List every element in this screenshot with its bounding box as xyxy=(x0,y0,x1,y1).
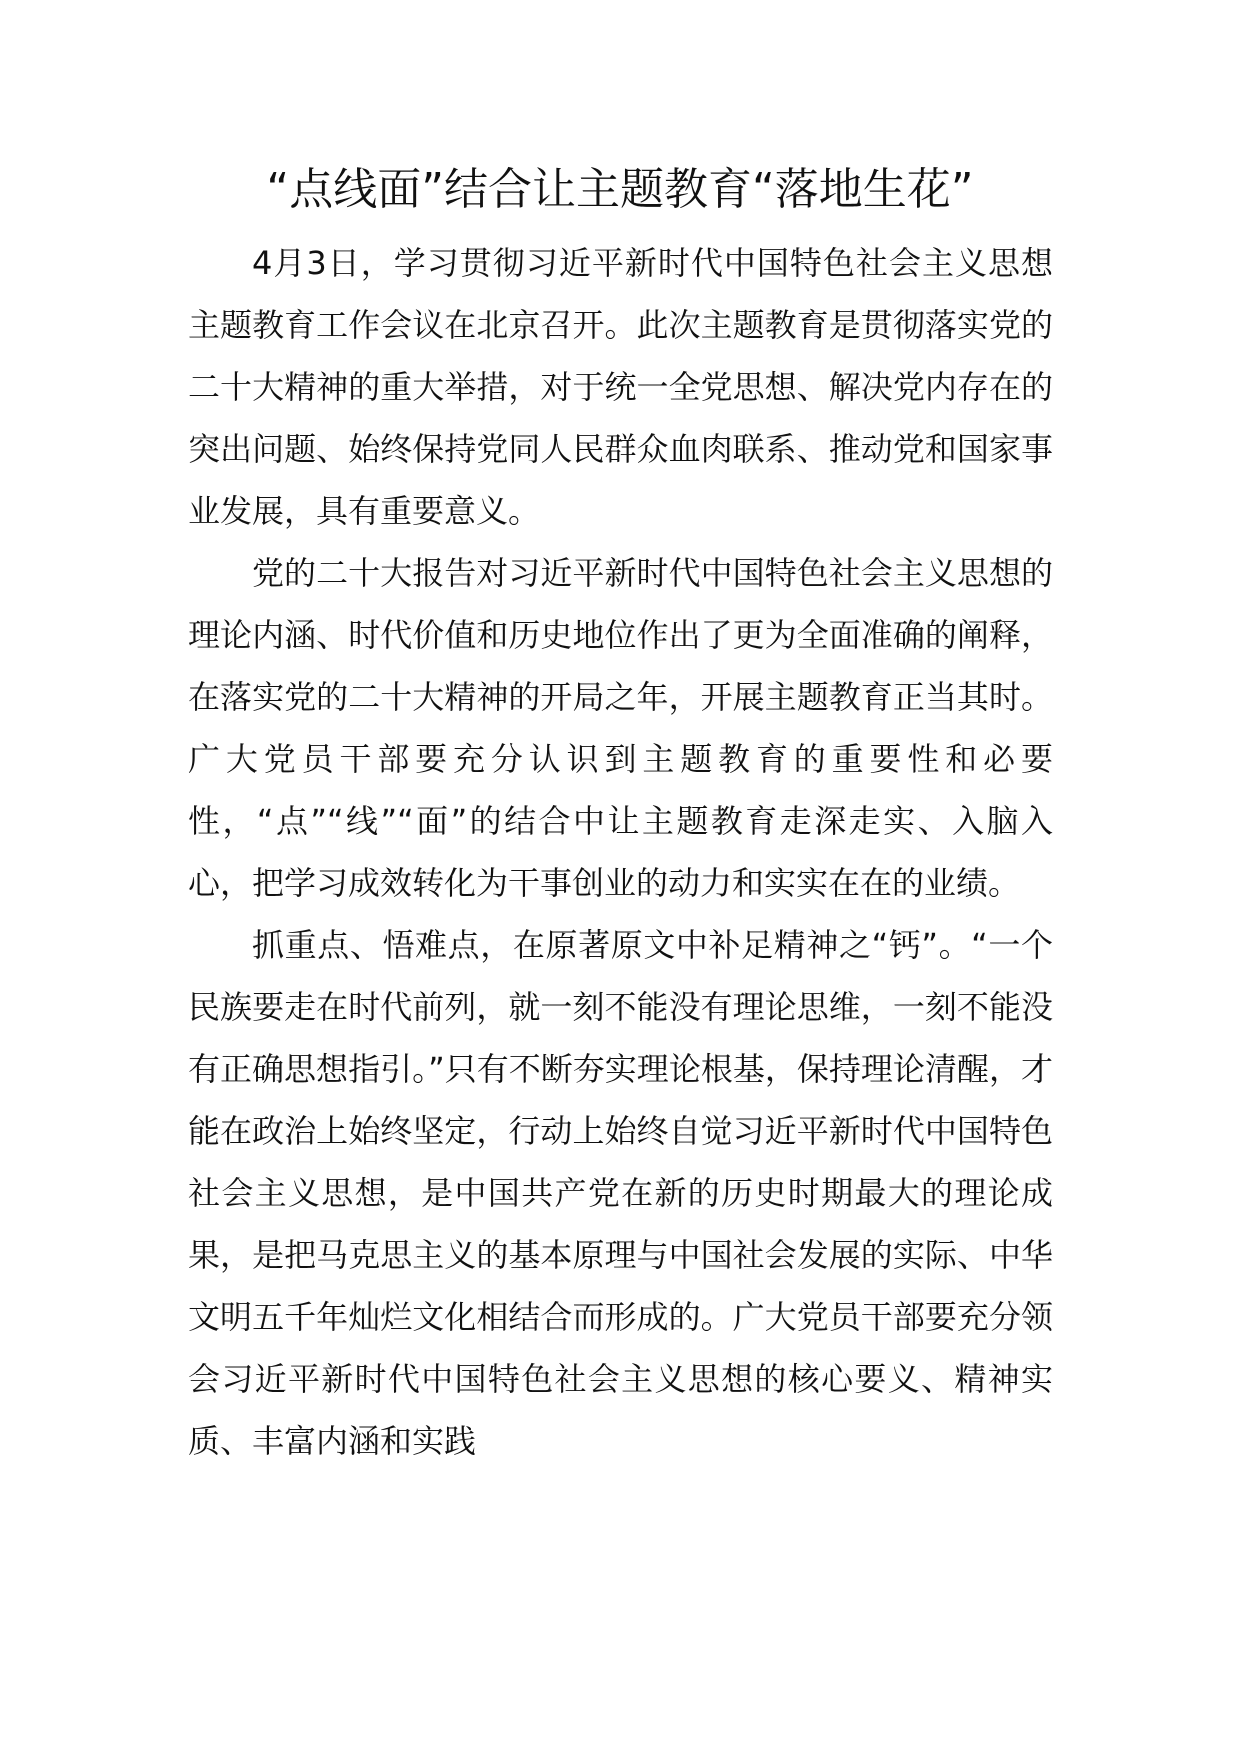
paragraph: 4月3日，学习贯彻习近平新时代中国特色社会主义思想主题教育工作会议在北京召开。此次主题教育是贯彻落实党的二十大精神的重大举措，对于统一全党思想、解决党内存在的突出问题、始终保持党同人民群众血肉联系、推动党和国家事业发展，具有重要意义。 xyxy=(188,244,1053,530)
document-title: “点线面”结合让主题教育“落地生花” xyxy=(266,164,974,215)
paragraph: 党的二十大报告对习近平新时代中国特色社会主义思想的理论内涵、时代价值和历史地位作出了更为全面准确的阐释，在落实党的二十大精神的开局之年，开展主题教育正当其时。广大党员干部要充分认识到主题教育的重要性和必要性，“点”“线”“面”的结合中让主题教育走深走实、入脑入心，把学习成效转化为干事创业的动力和实实在在的业绩。 xyxy=(188,554,1053,902)
document-body xyxy=(188,232,1053,1472)
paragraph: 抓重点、悟难点，在原著原文中补足精神之“钙”。“一个民族要走在时代前列，就一刻不能没有理论思维，一刻不能没有正确思想指引。”只有不断夯实理论根基，保持理论清醒，才能在政治上始终坚定，行动上始终自觉习近平新时代中国特色社会主义思想，是中国共产党在新的历史时期最大的理论成果，是把马克思主义的基本原理与中国社会发展的实际、中华文明五千年灿烂文化相结合而形成的。广大党员干部要充分领会习近平新时代中国特色社会主义思想的核心要义、精神实质、丰富内涵和实践 xyxy=(188,926,1053,1460)
